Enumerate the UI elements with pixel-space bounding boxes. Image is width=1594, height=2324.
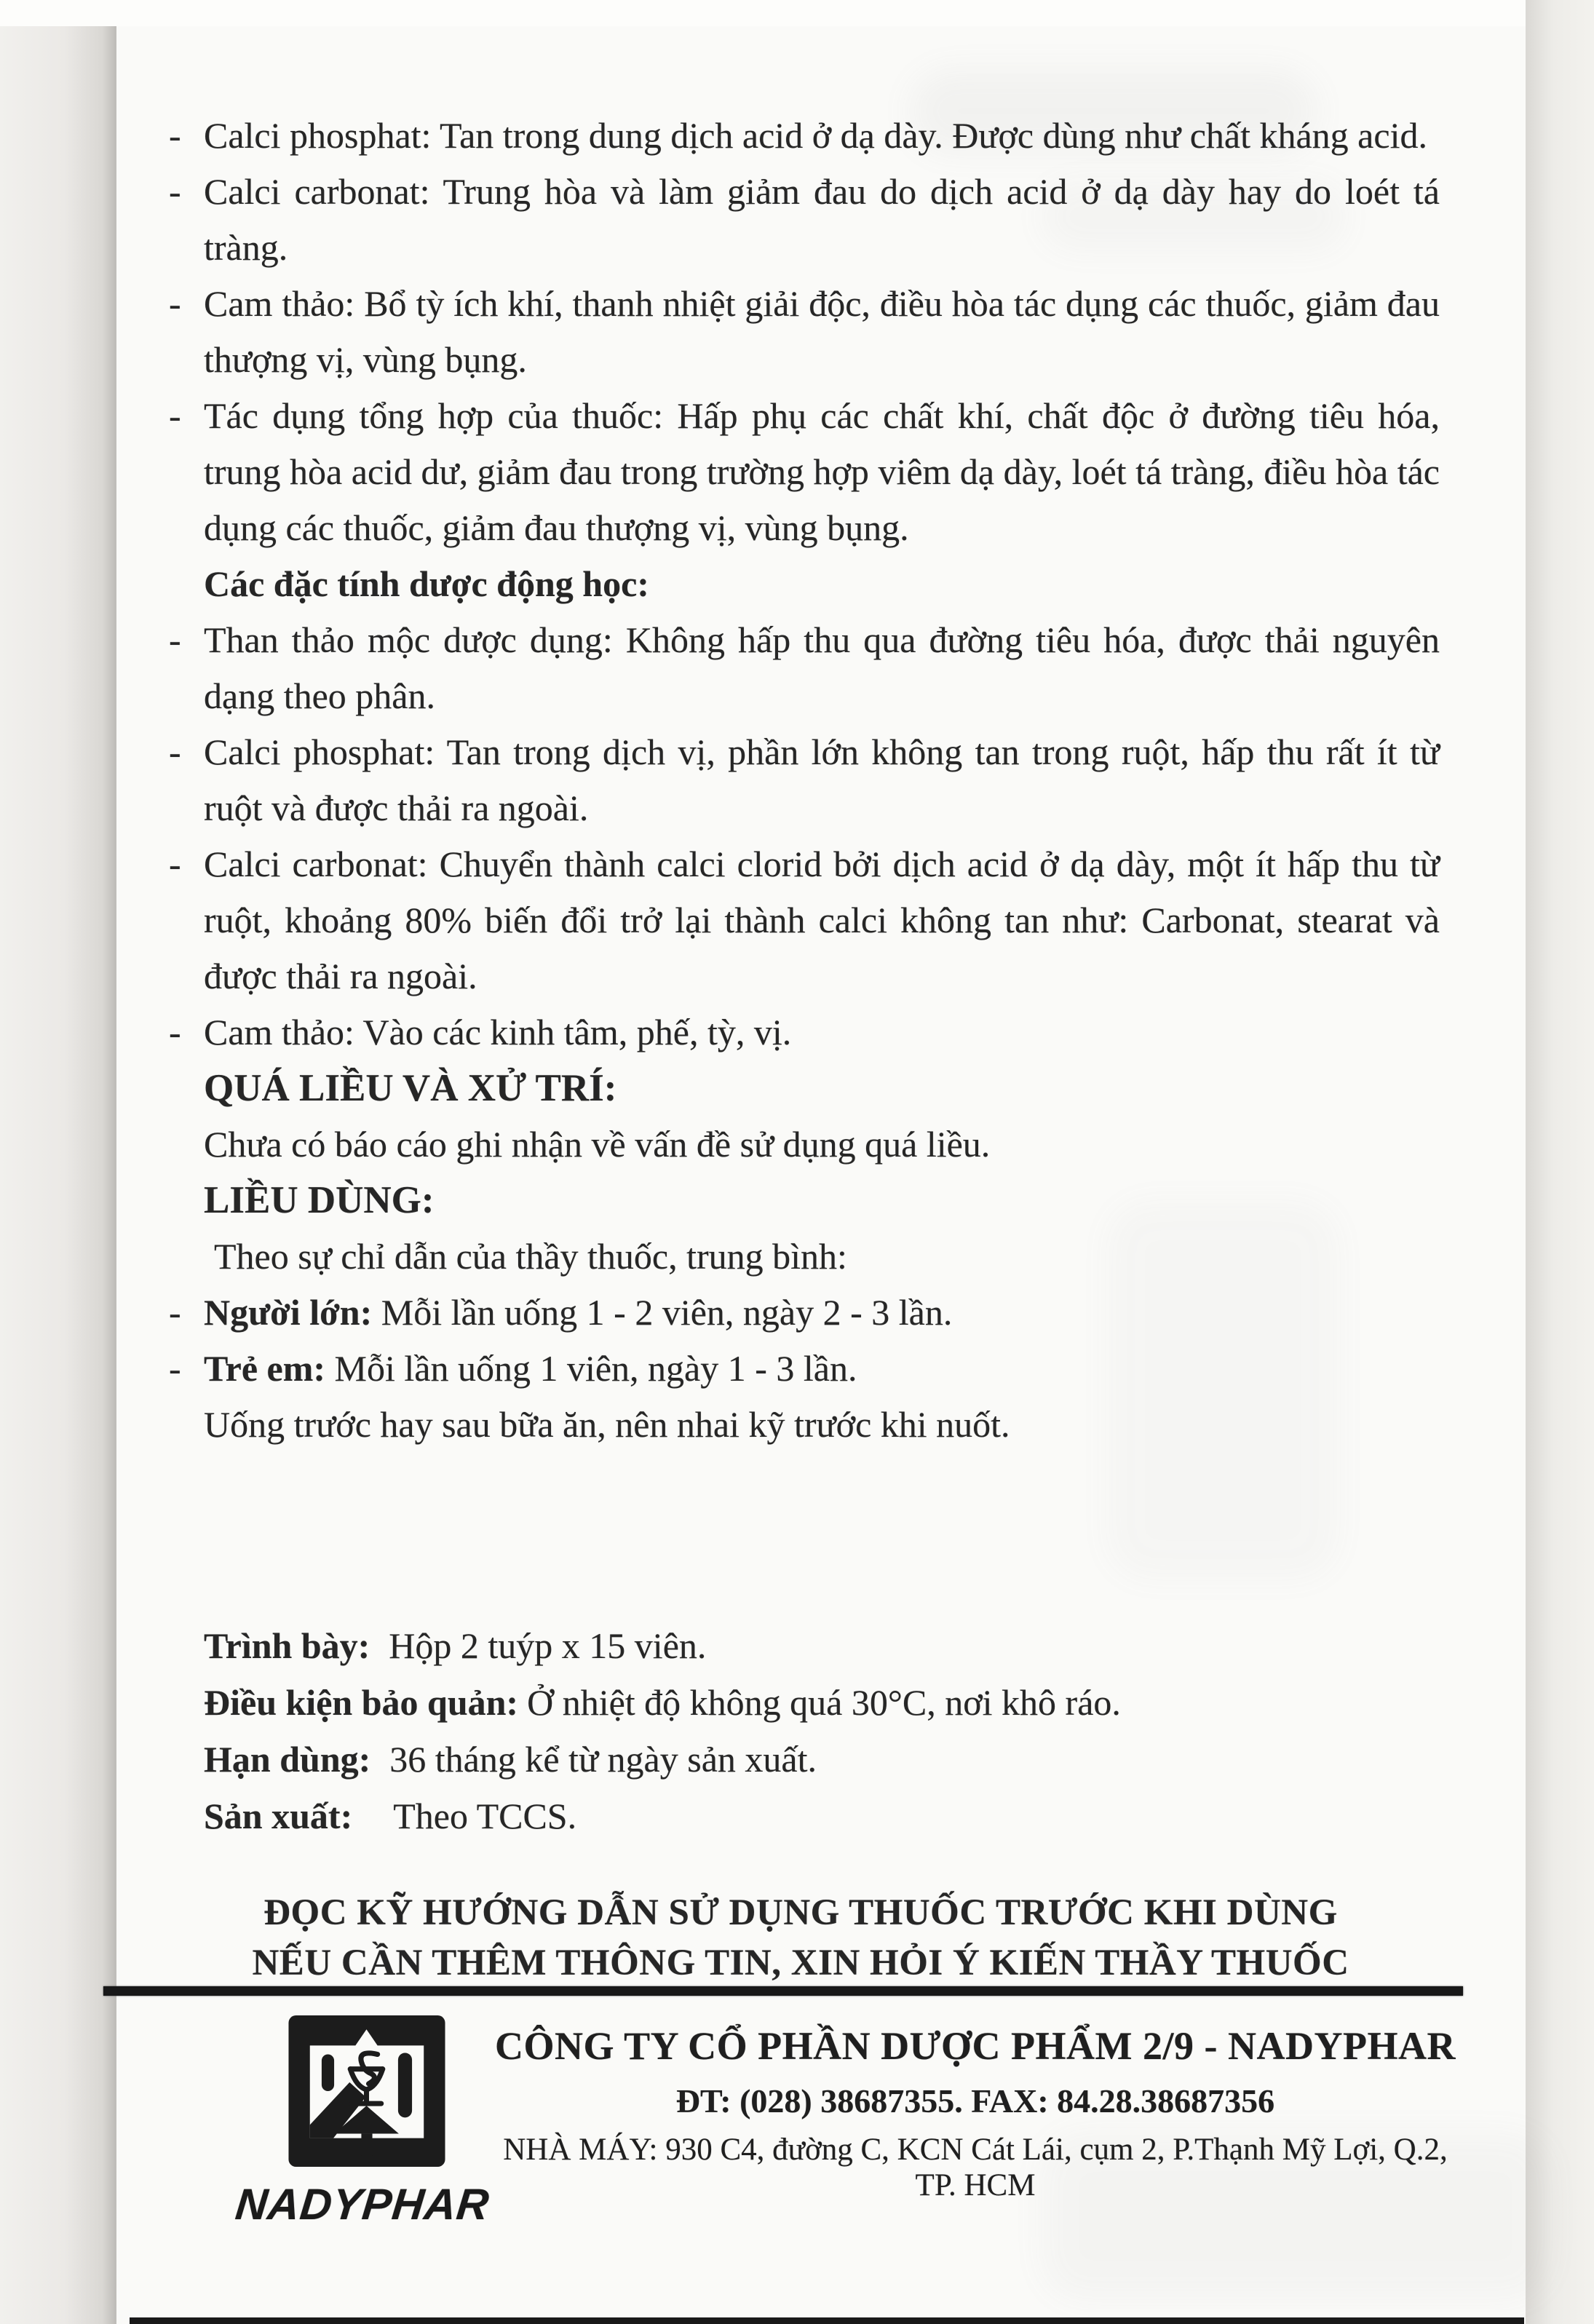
list-item bbox=[167, 276, 1440, 388]
info-value: Theo TCCS. bbox=[393, 1796, 577, 1836]
factory-address: NHÀ MÁY: 930 C4, đường C, KCN Cát Lái, cụm 2, P.Thạnh Mỹ Lợi, Q.2, TP. HCM bbox=[503, 2133, 1448, 2202]
manufacturer-block bbox=[480, 2023, 1470, 2203]
info-row-shelf-life bbox=[204, 1731, 1440, 1788]
bullet-dash: - bbox=[169, 1348, 181, 1389]
bullet-dash: - bbox=[169, 283, 181, 324]
scan-edge-right-fold bbox=[1526, 0, 1594, 2324]
bullet-dash: - bbox=[169, 619, 181, 660]
phone-fax-line: ĐT: (028) 38687355. FAX: 84.28.38687356 bbox=[675, 2082, 1275, 2119]
info-label: Trình bày: bbox=[204, 1625, 370, 1666]
info-row-presentation bbox=[204, 1617, 1440, 1674]
list-item bbox=[167, 164, 1440, 276]
section-heading-pharmacokinetics: Các đặc tính dược động học: bbox=[204, 563, 649, 604]
info-row-manufacture-standard bbox=[204, 1788, 1440, 1844]
usage-warning bbox=[131, 1888, 1470, 1988]
nadyphar-wordmark: NADYPHAR bbox=[233, 2180, 492, 2229]
info-value: 36 tháng kể từ ngày sản xuất. bbox=[389, 1739, 817, 1780]
bullet-dash: - bbox=[169, 395, 181, 436]
info-label: Sản xuất: bbox=[204, 1796, 353, 1836]
bullet-text: Than thảo mộc dược dụng: Không hấp thu qua đường tiêu hóa, được thải nguyên dạng theo phân. bbox=[204, 619, 1440, 716]
list-item-dosage-children bbox=[167, 1341, 1440, 1397]
leaflet-body-text bbox=[167, 108, 1440, 1453]
bullet-text: Cam thảo: Bổ tỳ ích khí, thanh nhiệt giải độc, điều hòa tác dụng các thuốc, giảm đau thượng vị, vùng bụng. bbox=[204, 283, 1440, 380]
list-item bbox=[167, 108, 1440, 164]
info-value: Ở nhiệt độ không quá 30°C, nơi khô ráo. bbox=[527, 1682, 1121, 1723]
product-info-rows bbox=[167, 1617, 1440, 1844]
bullet-text: Calci carbonat: Chuyển thành calci clorid bởi dịch acid ở dạ dày, một ít hấp thu từ ruột, khoảng 80% biến đổi trở lại thành calci không tan như: Carbonat, stearat và được thải ra ngoài. bbox=[204, 844, 1440, 996]
dosage-note: Uống trước hay sau bữa ăn, nên nhai kỹ trước khi nuốt. bbox=[204, 1404, 1010, 1445]
scan-edge-left bbox=[0, 26, 116, 2324]
info-value: Hộp 2 tuýp x 15 viên. bbox=[389, 1625, 707, 1666]
bullet-dash: - bbox=[169, 115, 181, 156]
nadyphar-29-hygieia-bowl-logo-icon bbox=[288, 2015, 446, 2169]
bullet-dash: - bbox=[169, 844, 181, 884]
bullet-dash: - bbox=[169, 1292, 181, 1333]
bullet-text: Cam thảo: Vào các kinh tâm, phế, tỳ, vị. bbox=[204, 1012, 792, 1052]
list-item bbox=[167, 724, 1440, 836]
scan-edge-bottom-strip bbox=[130, 2317, 1524, 2324]
list-item bbox=[167, 612, 1440, 724]
section-heading-overdose: QUÁ LIỀU VÀ XỬ TRÍ: bbox=[204, 1067, 617, 1109]
list-item bbox=[167, 1004, 1440, 1060]
bullet-text: Calci phosphat: Tan trong dung dịch acid ở dạ dày. Được dùng như chất kháng acid. bbox=[204, 115, 1427, 156]
info-label: Hạn dùng: bbox=[204, 1739, 371, 1780]
section-heading-dosage: LIỀU DÙNG: bbox=[204, 1179, 435, 1221]
bullet-text: Calci carbonat: Trung hòa và làm giảm đau do dịch acid ở dạ dày hay do loét tá tràng. bbox=[204, 171, 1440, 268]
dosage-text: Mỗi lần uống 1 viên, ngày 1 - 3 lần. bbox=[325, 1348, 857, 1389]
company-name: CÔNG TY CỔ PHẦN DƯỢC PHẨM 2/9 - NADYPHAR bbox=[495, 2024, 1456, 2068]
list-item-dosage-adult bbox=[167, 1285, 1440, 1341]
info-row-storage bbox=[204, 1674, 1440, 1731]
dosage-lead: Người lớn: bbox=[204, 1292, 373, 1333]
bullet-text: Calci phosphat: Tan trong dịch vị, phần lớn không tan trong ruột, hấp thu rất ít từ ruột và được thải ra ngoài. bbox=[204, 731, 1440, 828]
dosage-intro: Theo sự chỉ dẫn của thầy thuốc, trung bình: bbox=[214, 1236, 847, 1277]
overdose-paragraph: Chưa có báo cáo ghi nhận về vấn đề sử dụng quá liều. bbox=[204, 1124, 991, 1165]
bullet-text: Tác dụng tổng hợp của thuốc: Hấp phụ các chất khí, chất độc ở đường tiêu hóa, trung hòa acid dư, giảm đau trong trường hợp viêm dạ dày, loét tá tràng, điều hòa tác dụng các thuốc, giảm đau thượng vị, vùng bụng. bbox=[204, 395, 1440, 548]
list-item bbox=[167, 388, 1440, 556]
bullet-dash: - bbox=[169, 731, 181, 772]
dosage-text: Mỗi lần uống 1 - 2 viên, ngày 2 - 3 lần. bbox=[372, 1292, 953, 1333]
horizontal-rule bbox=[103, 1986, 1463, 1996]
info-label: Điều kiện bảo quản: bbox=[204, 1682, 519, 1723]
list-item bbox=[167, 836, 1440, 1004]
warning-line-2: NẾU CẦN THÊM THÔNG TIN, XIN HỎI Ý KIẾN THẦY THUỐC bbox=[252, 1943, 1349, 1983]
scan-edge-top bbox=[0, 0, 1594, 26]
bullet-dash: - bbox=[169, 171, 181, 212]
bullet-dash: - bbox=[169, 1012, 181, 1052]
warning-line-1: ĐỌC KỸ HƯỚNG DẪN SỬ DỤNG THUỐC TRƯỚC KHI DÙNG bbox=[263, 1892, 1338, 1933]
dosage-lead: Trẻ em: bbox=[204, 1348, 326, 1389]
